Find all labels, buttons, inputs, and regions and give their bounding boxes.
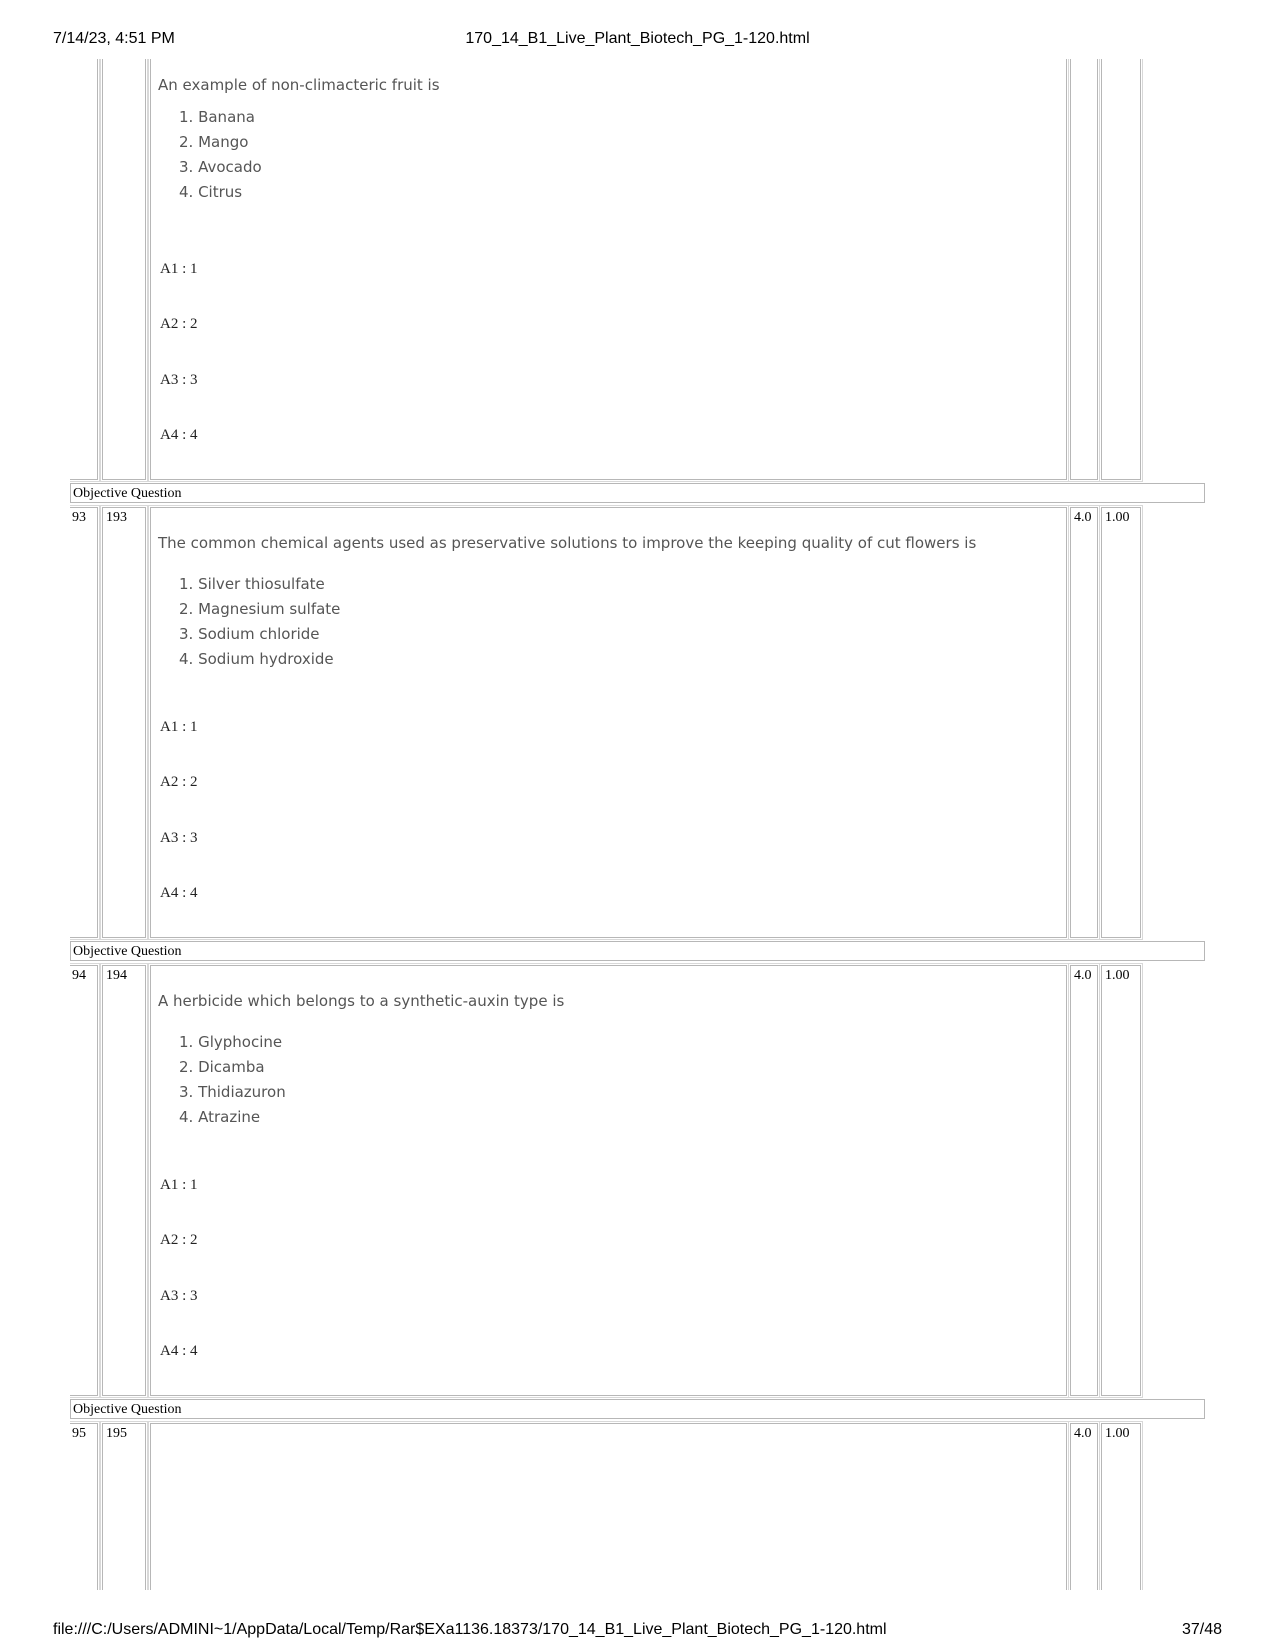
question-table xyxy=(70,59,1205,1590)
option-list xyxy=(179,572,340,672)
question-id: 193 xyxy=(106,510,127,525)
answer-key-2: A2 : 2 xyxy=(160,774,198,790)
question-body-cell xyxy=(150,965,1067,1396)
option-item: 2. Dicamba xyxy=(179,1058,265,1076)
marks-cell xyxy=(1070,507,1098,938)
question-type-bar xyxy=(70,483,1205,503)
answer-key-2: A2 : 2 xyxy=(160,316,198,332)
question-text: An example of non-climacteric fruit is xyxy=(158,76,440,94)
negative-marks-cell xyxy=(1101,507,1141,938)
print-footer xyxy=(0,1621,1275,1643)
question-id-cell xyxy=(102,1423,146,1590)
option-list xyxy=(179,1030,286,1130)
marks-value: 4.0 xyxy=(1074,1426,1092,1441)
negative-marks-cell xyxy=(1101,59,1141,480)
answer-key-1: A1 : 1 xyxy=(160,261,198,277)
negative-marks-value: 1.00 xyxy=(1105,1426,1130,1441)
marks-cell xyxy=(1070,1423,1098,1590)
question-id-cell xyxy=(102,507,146,938)
marks-cell xyxy=(1070,59,1098,480)
question-body-cell xyxy=(150,507,1067,938)
answer-key-3: A3 : 3 xyxy=(160,372,198,388)
question-id: 194 xyxy=(106,968,127,983)
question-body-cell xyxy=(150,1423,1067,1590)
question-type-label: Objective Question xyxy=(73,1402,182,1417)
option-item: 1. Glyphocine xyxy=(179,1033,283,1051)
option-item: 4. Sodium hydroxide xyxy=(179,650,334,668)
question-type-bar xyxy=(70,1399,1205,1419)
answer-key-3: A3 : 3 xyxy=(160,1288,198,1304)
negative-marks-value: 1.00 xyxy=(1105,510,1130,525)
answer-key-2: A2 : 2 xyxy=(160,1232,198,1248)
option-item: 2. Magnesium sulfate xyxy=(179,600,341,618)
option-item: 1. Banana xyxy=(179,108,255,126)
negative-marks-cell xyxy=(1101,965,1141,1396)
option-item: 3. Thidiazuron xyxy=(179,1083,286,1101)
question-type-label: Objective Question xyxy=(73,486,182,501)
answer-key-3: A3 : 3 xyxy=(160,830,198,846)
option-item: 3. Sodium chloride xyxy=(179,625,320,643)
question-id-cell xyxy=(102,59,146,480)
option-item: 4. Atrazine xyxy=(179,1108,261,1126)
question-id-cell xyxy=(102,965,146,1396)
answer-key-4: A4 : 4 xyxy=(160,1343,198,1359)
marks-value: 4.0 xyxy=(1074,510,1092,525)
print-datetime: 7/14/23, 4:51 PM xyxy=(53,30,175,47)
print-file-path: file:///C:/Users/ADMINI~1/AppData/Local/Temp/Rar$EXa1136.18373/170_14_B1_Live_Plant_Biotech_PG_1-120.html xyxy=(53,1621,887,1638)
answer-key-4: A4 : 4 xyxy=(160,427,198,443)
question-text: A herbicide which belongs to a synthetic-auxin type is xyxy=(158,992,565,1010)
serial-cell xyxy=(70,59,98,480)
serial-cell xyxy=(70,965,98,1396)
serial-cell xyxy=(70,507,98,938)
question-type-bar xyxy=(70,941,1205,961)
marks-cell xyxy=(1070,965,1098,1396)
serial-cell xyxy=(70,1423,98,1590)
answer-key-4: A4 : 4 xyxy=(160,885,198,901)
question-type-label: Objective Question xyxy=(73,944,182,959)
serial-number: 94 xyxy=(72,968,86,983)
print-document-title: 170_14_B1_Live_Plant_Biotech_PG_1-120.html xyxy=(465,30,810,47)
marks-value: 4.0 xyxy=(1074,968,1092,983)
option-list xyxy=(179,105,262,205)
option-item: 1. Silver thiosulfate xyxy=(179,575,325,593)
answer-key-1: A1 : 1 xyxy=(160,1177,198,1193)
question-body-cell xyxy=(150,59,1067,480)
question-text: The common chemical agents used as preservative solutions to improve the keeping quality of cut flowers is xyxy=(158,534,977,552)
answer-key-1: A1 : 1 xyxy=(160,719,198,735)
option-item: 4. Citrus xyxy=(179,183,243,201)
option-item: 3. Avocado xyxy=(179,158,262,176)
serial-number: 95 xyxy=(72,1426,86,1441)
negative-marks-cell xyxy=(1101,1423,1141,1590)
negative-marks-value: 1.00 xyxy=(1105,968,1130,983)
print-page-number: 37/48 xyxy=(1181,1621,1222,1638)
question-id: 195 xyxy=(106,1426,127,1441)
serial-number: 93 xyxy=(72,510,86,525)
print-header xyxy=(0,30,1275,52)
option-item: 2. Mango xyxy=(179,133,249,151)
